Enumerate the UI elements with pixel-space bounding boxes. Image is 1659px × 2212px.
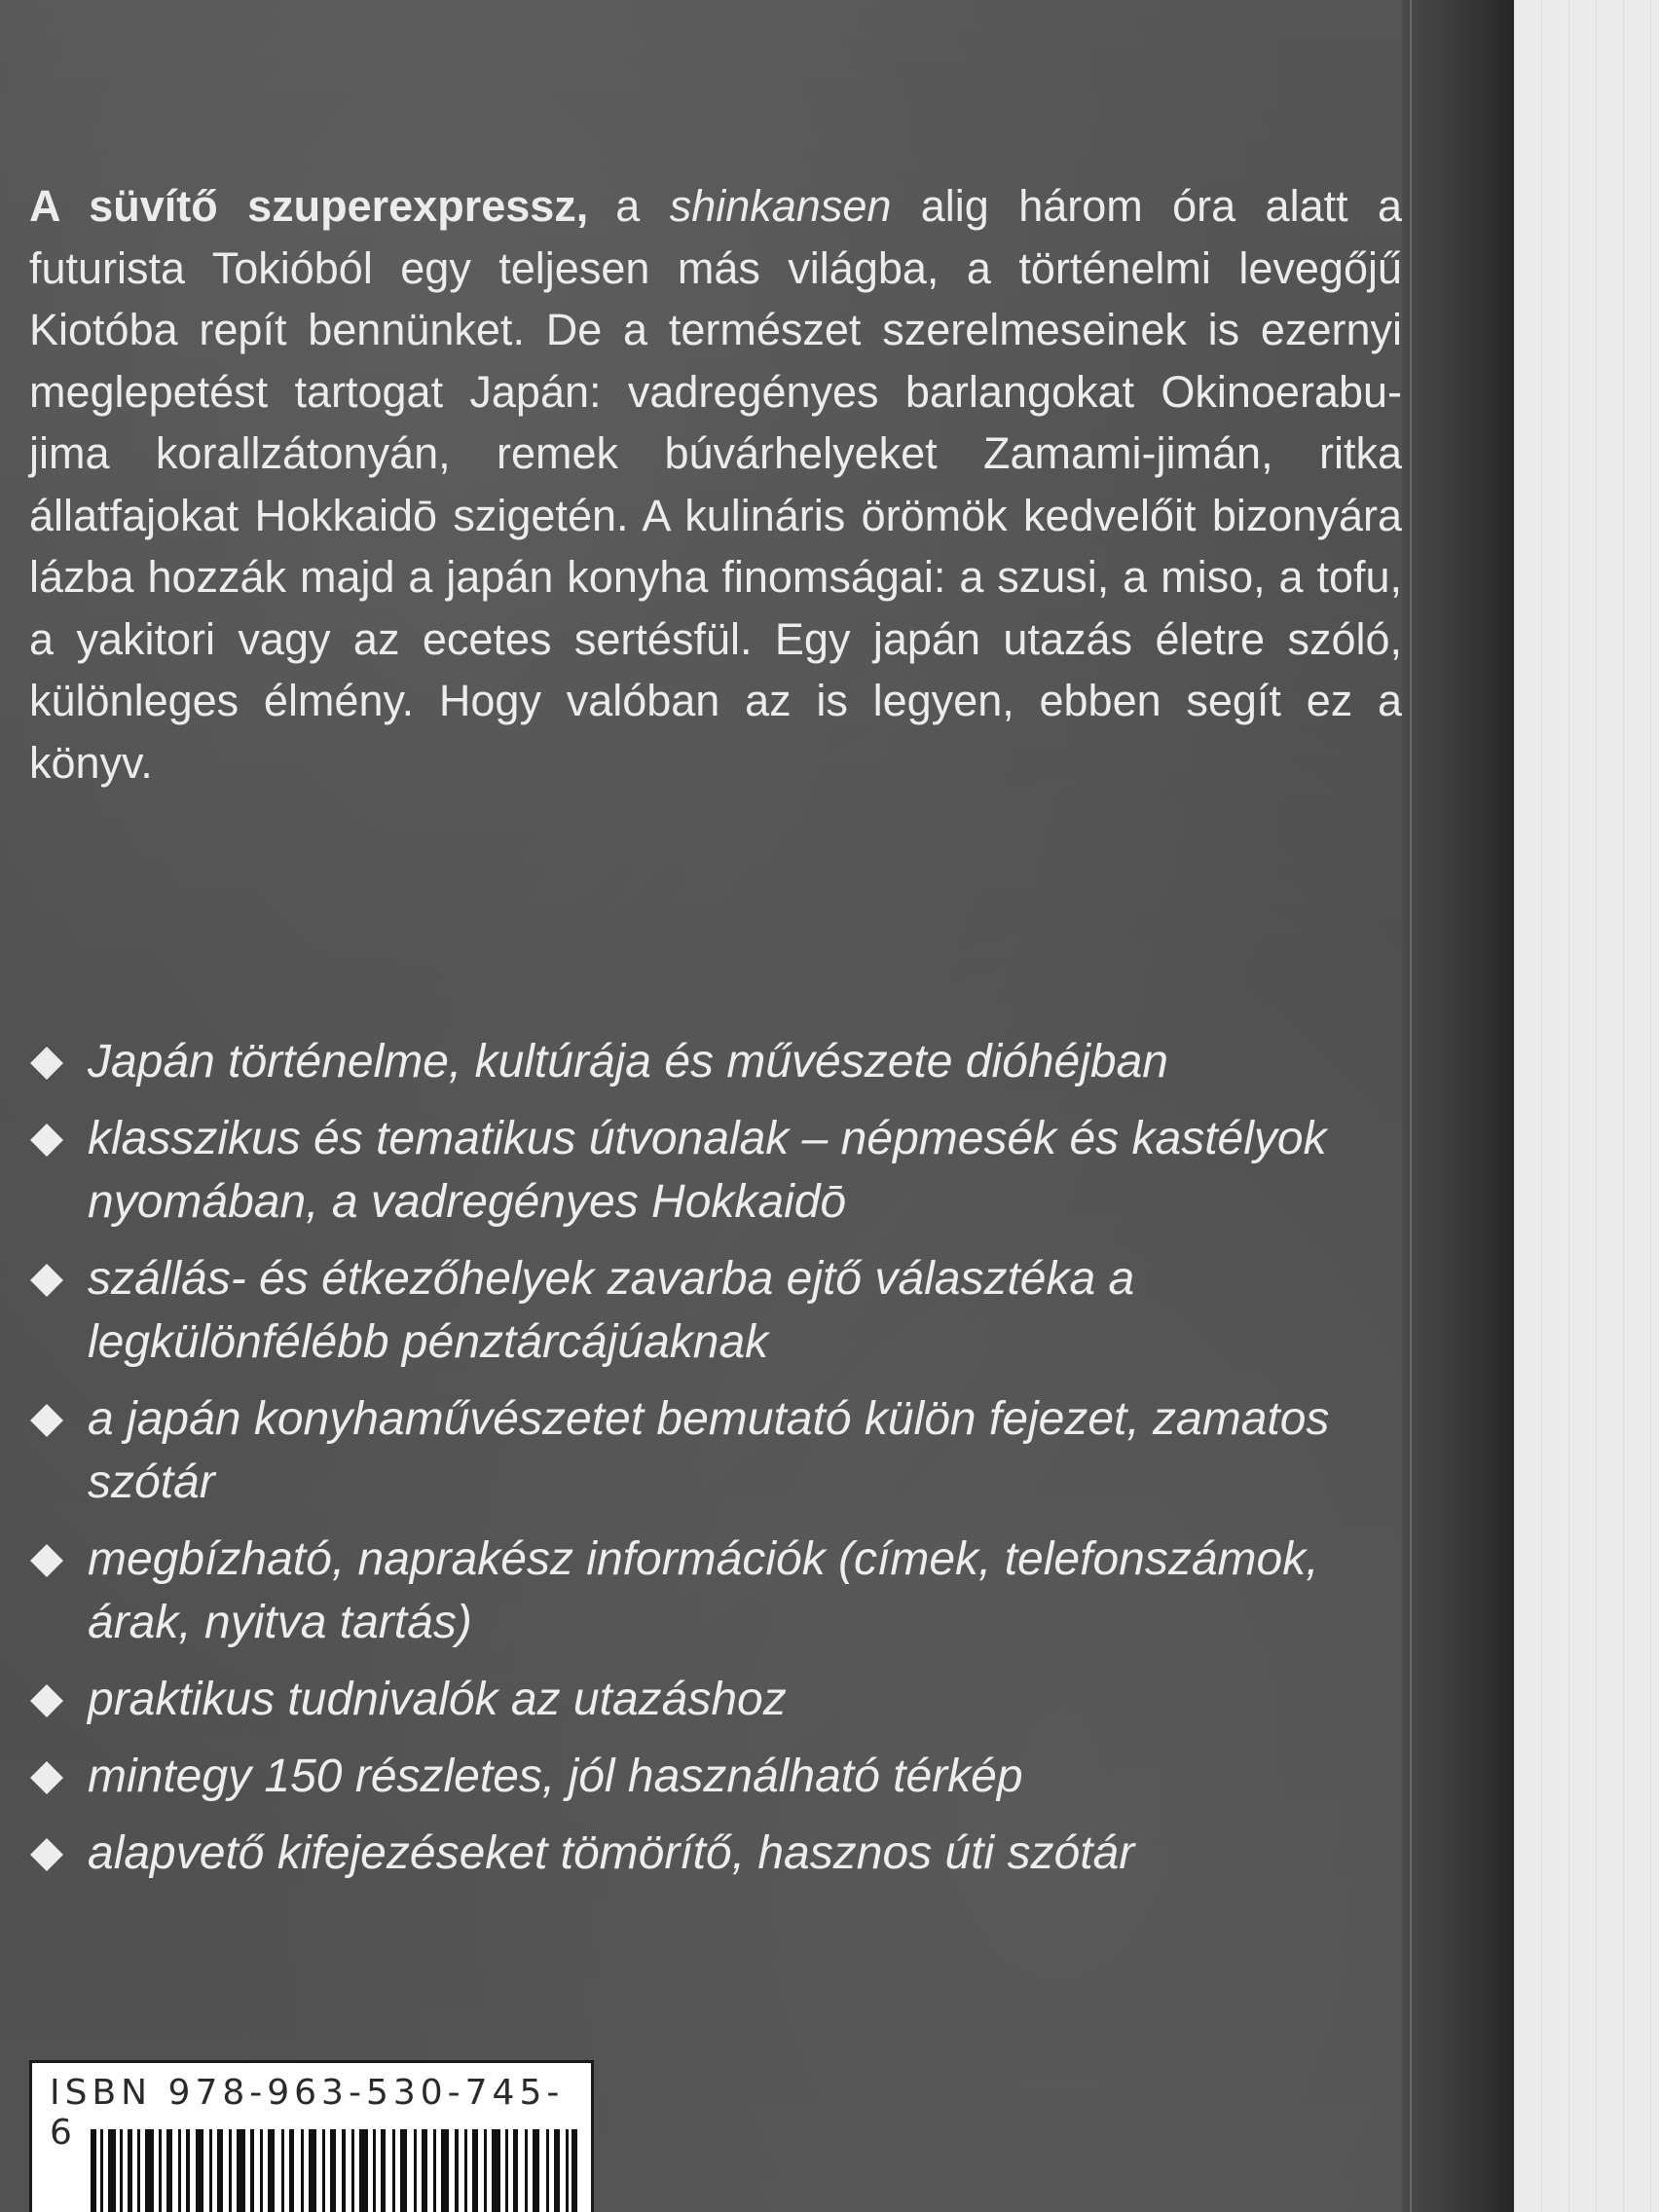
diamond-bullet-icon (30, 1838, 63, 1871)
isbn-barcode-box (29, 2060, 594, 2212)
feature-item (29, 1030, 1412, 1093)
diamond-bullet-icon (30, 1047, 63, 1080)
diamond-bullet-icon (30, 1544, 63, 1577)
diamond-bullet-icon (30, 1264, 63, 1297)
feature-text: megbízható, naprakész információk (címek, telefonszámok, árak, nyitva tartás) (88, 1533, 1319, 1648)
scanner-background (1514, 0, 1659, 2212)
barcode-icon (91, 2129, 577, 2212)
feature-item (29, 1387, 1412, 1514)
intro-pre: a (615, 181, 670, 231)
diamond-bullet-icon (30, 1684, 63, 1717)
feature-text: praktikus tudnivalók az utazáshoz (88, 1674, 787, 1725)
intro-lead: A süvítő szuperexpressz, (29, 181, 589, 231)
feature-item (29, 1247, 1412, 1374)
feature-text: alapvető kifejezéseket tömörítő, hasznos úti szótár (88, 1827, 1135, 1879)
intro-paragraph (29, 175, 1402, 793)
diamond-bullet-icon (30, 1124, 63, 1157)
feature-text: a japán konyhaművészetet bemutató külön fejezet, zamatos szótár (88, 1393, 1330, 1508)
isbn-number: ISBN 978-963-530-745-6 (50, 2073, 565, 2153)
feature-list (29, 1030, 1412, 1899)
diamond-bullet-icon (30, 1404, 63, 1437)
feature-item (29, 1107, 1412, 1234)
feature-item (29, 1745, 1412, 1808)
book-spine (1402, 0, 1514, 2212)
feature-text: klasszikus és tematikus útvonalak – népmesék és kastélyok nyomában, a vadregényes Hokkaidō (88, 1113, 1327, 1228)
intro-body: alig három óra alatt a futurista Tokióból egy teljesen más világba, a történelmi levegőjű Kiotóba repít bennünket. De a természet szerelmeseinek is ezernyi meglepetést tartogat Japán: vadregényes barlangokat Okinoerabu-jima korallzátonyán, remek búvárhelyeket Zamami-jimán, ritka állatfajokat Hokkaidō szigetén. A kulináris örömök kedvelőit bizonyára lázba hozzák majd a japán konyha finomságai: a szusi, a miso, a tofu, a yakitori vagy az ecetes sertésfül. Egy japán utazás életre szóló, különleges élmény. Hogy valóban az is legyen, ebben segít ez a könyv. (29, 181, 1403, 788)
intro-emphasis: shinkansen (669, 181, 892, 231)
feature-item (29, 1668, 1412, 1731)
feature-text: Japán történelme, kultúrája és művészete dióhéjban (88, 1036, 1168, 1088)
feature-item (29, 1822, 1412, 1885)
feature-item (29, 1528, 1412, 1654)
diamond-bullet-icon (30, 1761, 63, 1794)
feature-text: szállás- és étkezőhelyek zavarba ejtő választéka a legkülönfélébb pénztárcájúaknak (88, 1253, 1135, 1368)
feature-text: mintegy 150 részletes, jól használható térkép (88, 1751, 1023, 1802)
